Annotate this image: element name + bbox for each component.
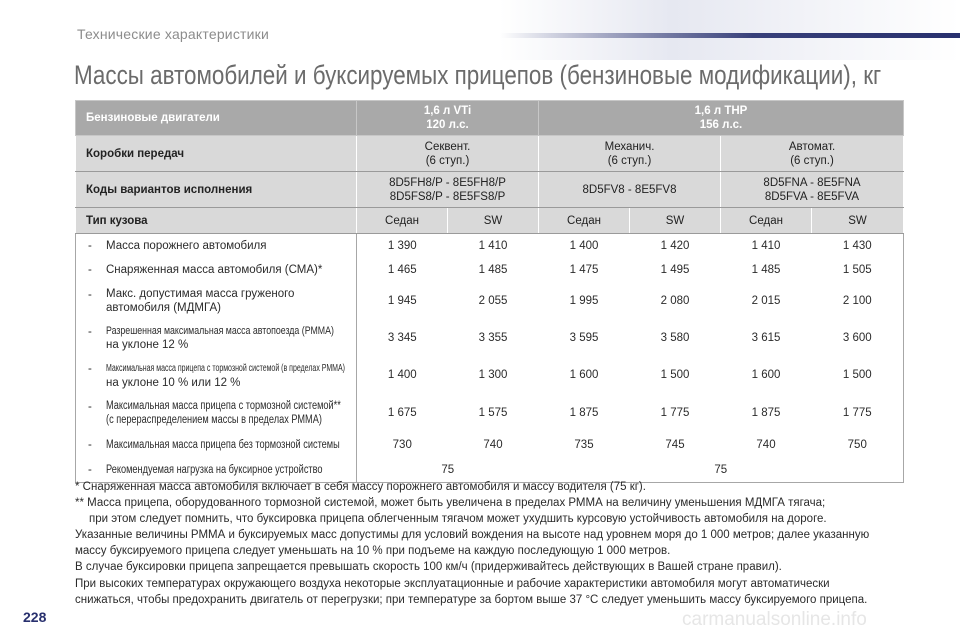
value-cell: 1 495 — [660, 263, 690, 276]
gearbox-manual — [539, 136, 721, 172]
row-dash: - — [88, 362, 92, 375]
value-cell: 1 410 — [478, 239, 508, 252]
body-type-label: Тип кузова — [76, 208, 357, 234]
body-type-cell: Седан — [357, 208, 448, 234]
footnote: при этом следует помнить, что буксировка прицепа облегченным тягачом может ухудшить курсовую устойчивость автомобиля на дороге. — [89, 513, 827, 526]
row-label-line — [88, 413, 356, 427]
value-cell: 1 485 — [478, 263, 508, 276]
row-dash: - — [88, 325, 92, 338]
engines-label: Бензиновые двигатели — [76, 101, 357, 136]
value-cell: 3 615 — [751, 332, 781, 344]
gearbox-sequential — [357, 136, 539, 172]
row-label-line: автомобиля (МДМГА) — [106, 301, 221, 314]
value-cell: 1 420 — [660, 239, 690, 252]
value-cell: 1 675 — [387, 406, 417, 419]
code-line: 8D5FS8/P - 8E5FS8/P — [389, 190, 506, 203]
table-row — [76, 282, 904, 320]
value-cell: 3 355 — [478, 332, 508, 344]
row-label — [76, 320, 357, 357]
value-cell: 1 505 — [812, 258, 904, 282]
watermark: carmanualsonline.info — [682, 609, 867, 630]
value-cell: 730 — [392, 438, 412, 451]
gearbox-row — [76, 136, 904, 172]
page-number: 228 — [23, 609, 47, 625]
engine-vti-name: 1,6 л VTi — [423, 105, 472, 117]
row-label-line — [88, 324, 356, 338]
engine-vti — [357, 101, 539, 136]
footnote: ** Масса прицепа, оборудованного тормозной системой, может быть увеличена в пределах РММА на величину уменьшения МДМГА тягача; — [75, 497, 826, 510]
value-cell: 1 600 — [569, 369, 599, 381]
value-cell: 1 475 — [569, 263, 599, 276]
row-label-line: на уклоне 12 % — [106, 339, 189, 351]
value-cell: 1 500 — [660, 369, 690, 381]
row-label — [76, 357, 357, 394]
gearbox-steps: (6 ступ.) — [425, 154, 470, 167]
table-row — [76, 432, 904, 458]
engine-thp-power: 156 л.с. — [699, 119, 743, 131]
gearbox-name: Автомат. — [788, 140, 836, 153]
row-label-line: на уклоне 10 % или 12 % — [106, 376, 241, 389]
note-paragraph: снижаться, чтобы предохранить двигатель от перегрузки; при температуре за бортом выше 37 °C следует уменьшить массу буксируемого прицепа. — [75, 593, 868, 606]
row-label — [76, 234, 357, 258]
value-cell: 3 580 — [660, 332, 690, 344]
code-line: 8D5FNA - 8E5FNA — [763, 176, 861, 189]
codes-label: Коды вариантов исполнения — [76, 172, 357, 208]
body-type-cell: SW — [630, 208, 721, 234]
value-cell: 1 430 — [812, 234, 904, 258]
engine-thp — [539, 101, 904, 136]
value-cell: 2 015 — [751, 294, 781, 307]
row-dash: - — [88, 438, 92, 451]
value-cell: 745 — [665, 438, 685, 451]
value-cell: 1 775 — [660, 406, 690, 419]
value-cell: 740 — [756, 438, 776, 451]
body-type-cell: SW — [812, 208, 904, 234]
code-line: 8D5FV8 - 8E5FV8 — [582, 183, 677, 196]
page-title: Массы автомобилей и буксируемых прицепов (бензиновые модификации), кг — [74, 60, 882, 90]
note-paragraph: Указанные величины РММА и буксируемых масс допустимы для условий вождения на высоте над уровнем моря до 1 000 метров; далее указанную — [75, 529, 870, 542]
value-cell: 735 — [574, 438, 594, 451]
value-cell: 1 465 — [387, 263, 417, 276]
engines-row — [76, 101, 904, 136]
row-label-line: Масса порожнего автомобиля — [106, 239, 267, 252]
code-line: 8D5FH8/P - 8E5FH8/P — [389, 176, 506, 189]
value-cell: 1 995 — [569, 294, 599, 307]
row-label — [76, 432, 357, 458]
value-cell: 1 500 — [812, 357, 904, 394]
footnote: * Снаряженная масса автомобиля включает в себя массу порожнего автомобиля и массу водителя (75 кг). — [75, 481, 646, 493]
codes-row — [76, 172, 904, 208]
table-row — [76, 394, 904, 432]
codes-cell — [357, 172, 539, 208]
value-cell: 1 300 — [478, 369, 508, 381]
table-row — [76, 234, 904, 258]
row-label-condensed: Разрешенная максимальная масса автопоезда (РММА) — [106, 325, 334, 337]
engine-vti-power: 120 л.с. — [426, 119, 469, 131]
row-dash: - — [88, 288, 92, 301]
section-title: Технические характеристики — [77, 26, 270, 42]
value-cell: 1 945 — [387, 294, 417, 307]
row-label-condensed: Рекомендуемая нагрузка на буксирное устройство — [106, 463, 323, 476]
row-label — [76, 394, 357, 432]
row-label-condensed: Максимальная масса прицепа с тормозной системой (в пределах РММА) — [106, 362, 346, 374]
gearbox-label: Коробки передач — [76, 136, 357, 172]
row-dash: - — [88, 239, 92, 252]
weights-table — [75, 100, 904, 483]
value-cell: 1 775 — [812, 394, 904, 432]
row-label-line: Снаряженная масса автомобиля (СМА)* — [106, 263, 323, 276]
value-cell: 1 485 — [751, 263, 781, 276]
value-cell: 1 575 — [478, 406, 508, 419]
value-cell: 1 875 — [569, 406, 599, 419]
value-cell: 3 595 — [569, 332, 599, 344]
body-type-cell: Седан — [721, 208, 812, 234]
row-label-line: Макс. допустимая масса груженого — [106, 287, 295, 300]
body-type-cell: SW — [448, 208, 539, 234]
gearbox-steps: (6 ступ.) — [790, 154, 834, 167]
row-dash: - — [88, 263, 92, 276]
body-type-cell: Седан — [539, 208, 630, 234]
row-label-condensed: Максимальная масса прицепа без тормозной системы — [106, 438, 340, 451]
footnotes — [75, 479, 910, 608]
value-cell: 75 — [539, 458, 904, 483]
gearbox-name: Механич. — [604, 140, 655, 153]
row-label-line — [88, 399, 356, 413]
note-paragraph: В случае буксировки прицепа запрещается превышать скорость 100 км/ч (придерживайтесь действующих в Вашей стране правил). — [75, 561, 782, 574]
row-label-condensed: (с перераспределением массы в пределах РММА) — [106, 413, 322, 426]
gearbox-automatic — [721, 136, 904, 172]
codes-cell — [721, 172, 904, 208]
note-paragraph: При высоких температурах окружающего воздуха некоторые эксплуатационные и рабочие характеристики автомобиля могут автоматически — [75, 577, 830, 590]
engine-thp-name: 1,6 л THP — [694, 105, 748, 117]
row-dash: - — [88, 400, 92, 413]
row-label-condensed: Максимальная масса прицепа с тормозной системой** — [106, 399, 341, 412]
codes-cell — [539, 172, 721, 208]
value-cell: 1 875 — [751, 406, 781, 419]
note-paragraph: массу буксируемого прицепа следует уменьшать на 10 % при подъеме на каждую последующую 1 000 метров. — [75, 545, 671, 558]
gearbox-steps: (6 ступ.) — [607, 154, 652, 167]
value-cell: 3 345 — [387, 332, 417, 344]
table-row — [76, 320, 904, 357]
gearbox-name: Секвент. — [424, 140, 471, 153]
value-cell: 2 100 — [812, 282, 904, 320]
value-cell: 2 055 — [478, 294, 508, 307]
body-type-row — [76, 208, 904, 234]
row-label — [76, 282, 357, 320]
value-cell: 1 400 — [387, 369, 417, 381]
value-cell: 1 400 — [569, 239, 599, 252]
row-dash: - — [88, 463, 92, 476]
value-cell: 1 390 — [387, 239, 417, 252]
value-cell: 75 — [357, 458, 539, 483]
value-cell: 750 — [812, 432, 904, 458]
row-label-line — [88, 438, 356, 452]
row-label — [76, 258, 357, 282]
value-cell: 1 600 — [751, 369, 781, 381]
value-cell: 2 080 — [660, 294, 690, 307]
value-cell: 3 600 — [812, 320, 904, 357]
row-label-line — [88, 463, 356, 477]
code-line: 8D5FVA - 8E5FVA — [764, 190, 860, 203]
value-cell: 1 410 — [751, 239, 781, 252]
value-cell: 740 — [483, 438, 503, 451]
table-row — [76, 357, 904, 394]
row-label-line — [88, 361, 356, 376]
table-row — [76, 258, 904, 282]
header-accent-line — [500, 33, 960, 38]
